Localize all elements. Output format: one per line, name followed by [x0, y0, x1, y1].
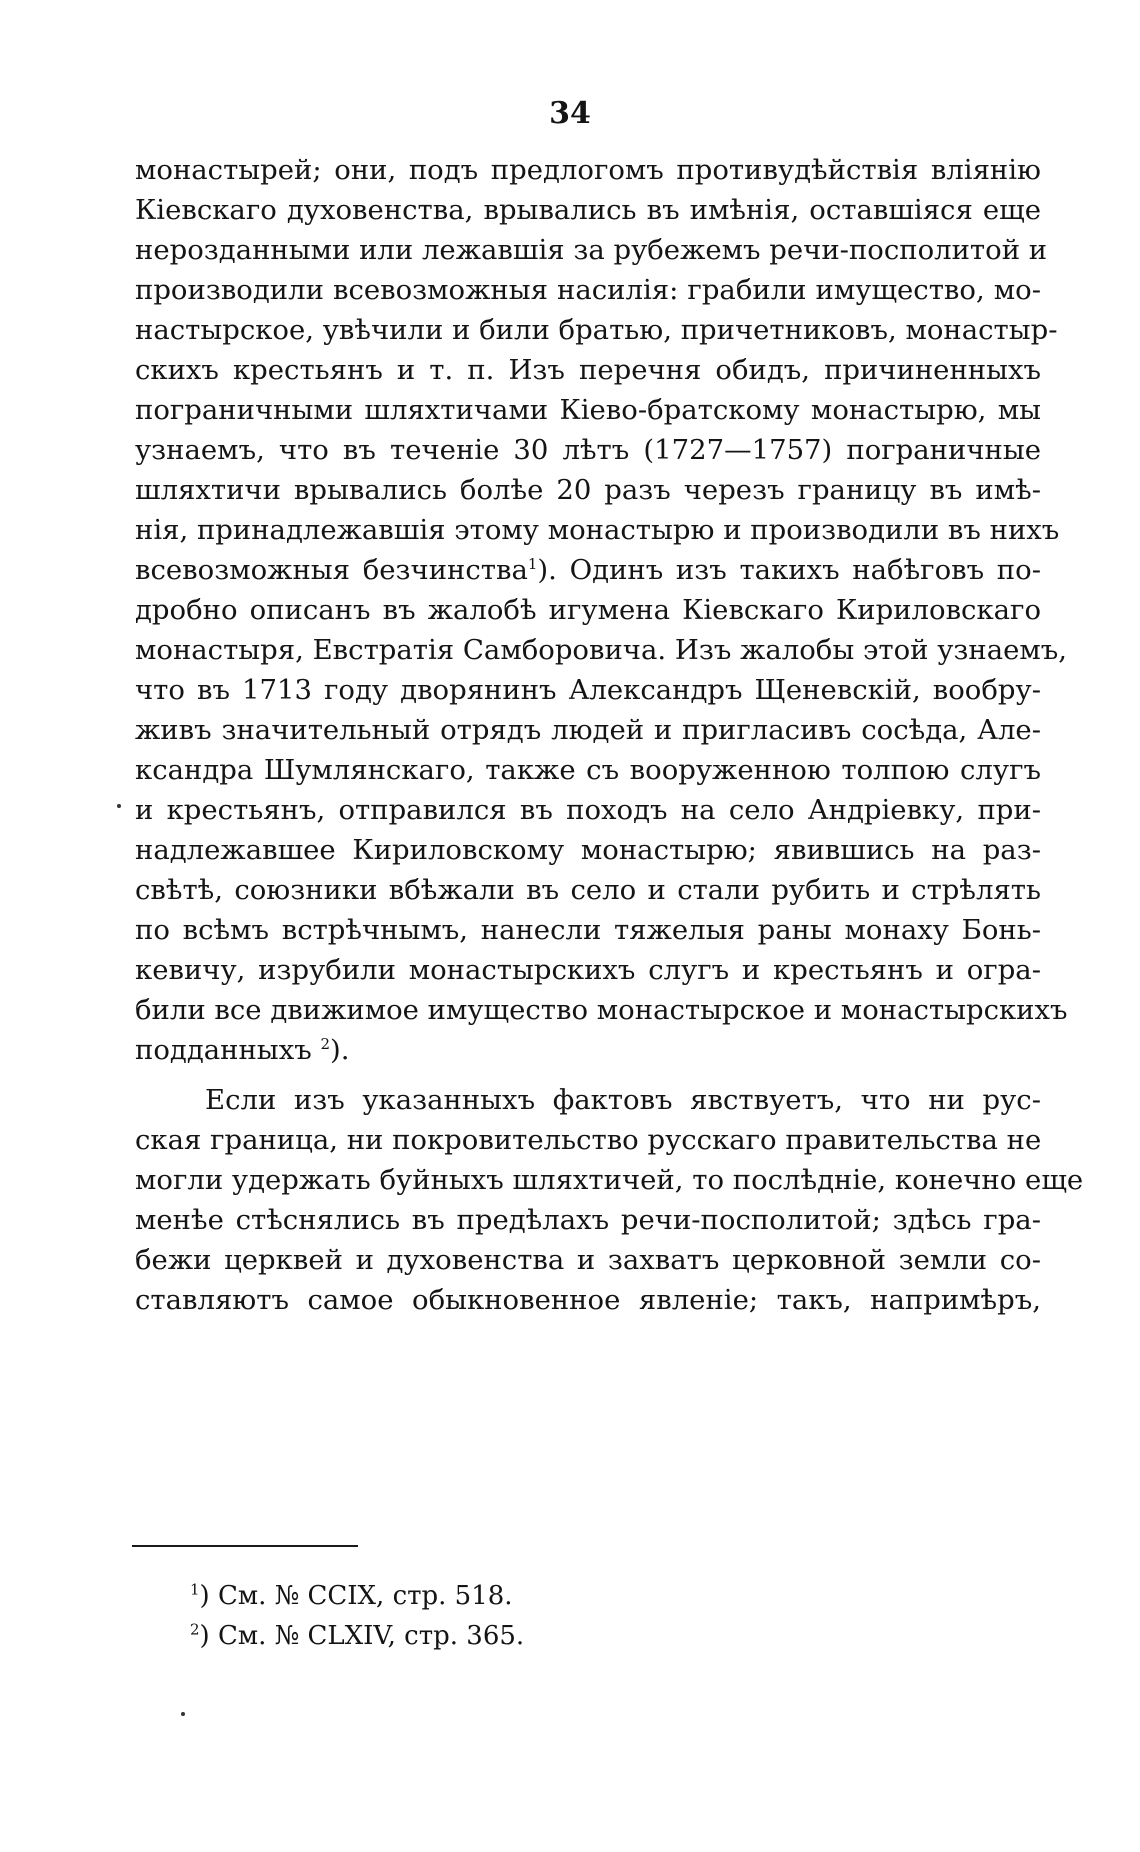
footnote-mark: 1 — [190, 1580, 200, 1599]
text-line: надлежавшее Кириловскому монастырю; явившись на раз- — [135, 834, 1041, 866]
text-line: бежи церквей и духовенства и захватъ церковной земли со- — [135, 1244, 1041, 1276]
text-line: и крестьянъ, отправился въ походъ на село Андріевку, при- — [135, 794, 1041, 826]
text-line: кевичу, изрубили монастырскихъ слугъ и крестьянъ и огра- — [135, 954, 1041, 986]
text-line-with-note — [135, 1028, 1041, 1072]
footnote-ref-1: 1 — [527, 554, 538, 573]
page-number: 34 — [549, 96, 591, 131]
footnote-text: ) См. № CCIX, стр. 518. — [199, 1581, 513, 1611]
text-line: ставляютъ самое обыкновенное явленіе; такъ, напримѣръ, — [135, 1284, 1041, 1316]
text-line: ксандра Шумлянскаго, также съ вооруженною толпою слугъ — [135, 754, 1041, 786]
text-line: живъ значительный отрядъ людей и пригласивъ сосѣда, Але- — [135, 714, 1041, 746]
footnote-divider — [132, 1545, 358, 1547]
text-line: монастырей; они, подъ предлогомъ противудѣйствія вліянію — [135, 154, 1041, 186]
text-line-with-note — [135, 548, 1041, 592]
text-line: свѣтѣ, союзники вбѣжали въ село и стали рубить и стрѣлять — [135, 874, 1041, 906]
footnote-text: ) См. № CLXIV, стр. 365. — [199, 1621, 525, 1651]
footnote-mark: 2 — [190, 1620, 200, 1639]
footnote-2 — [190, 1616, 524, 1656]
text-line: настырское, увѣчили и били братью, причетниковъ, монастыр- — [135, 314, 1058, 346]
line-text: всевозможныя безчинства — [135, 554, 528, 586]
text-line: нерозданными или лежавшія за рубежемъ речи-посполитой и — [135, 234, 1048, 266]
text-line: могли удержать буйныхъ шляхтичей, то послѣдніе, конечно еще — [135, 1164, 1084, 1196]
line-text: подданныхъ — [135, 1034, 312, 1066]
text-line: производили всевозможныя насилія: грабили имущество, мо- — [135, 274, 1041, 306]
text-line: узнаемъ, что въ теченіе 30 лѣтъ (1727—1757) пограничные — [135, 434, 1041, 466]
print-speck — [181, 1712, 185, 1716]
text-line: били все движимое имущество монастырское и монастырскихъ — [135, 994, 1068, 1026]
text-line: нія, принадлежавшія этому монастырю и производили въ нихъ — [135, 514, 1060, 546]
print-speck — [117, 804, 121, 808]
line-text-continued: ). Одинъ изъ такихъ набѣговъ по- — [537, 554, 1041, 586]
text-line: скихъ крестьянъ и т. п. Изъ перечня обидъ, причиненныхъ — [135, 354, 1041, 386]
line-text-continued: ). — [330, 1034, 350, 1066]
paragraph-first-line: Если изъ указанныхъ фактовъ явствуетъ, что ни рус- — [205, 1084, 1041, 1116]
text-line: Кіевскаго духовенства, врывались въ имѣнія, оставшіяся еще — [135, 194, 1041, 226]
footnote-1 — [190, 1576, 513, 1616]
footnote-ref-2: 2 — [320, 1034, 330, 1053]
text-line: по всѣмъ встрѣчнымъ, нанесли тяжелыя раны монаху Бонь- — [135, 914, 1041, 946]
text-line: что въ 1713 году дворянинъ Александръ Щеневскій, вообру- — [135, 674, 1041, 706]
text-line: шляхтичи врывались болѣе 20 разъ черезъ границу въ имѣ- — [135, 474, 1041, 506]
text-line: пограничными шляхтичами Кіево-братскому монастырю, мы — [135, 394, 1041, 426]
text-line: монастыря, Евстратія Самборовича. Изъ жалобы этой узнаемъ, — [135, 634, 1068, 666]
text-line: дробно описанъ въ жалобѣ игумена Кіевскаго Кириловскаго — [135, 594, 1041, 626]
text-line: ская граница, ни покровительство русскаго правительства не — [135, 1124, 1042, 1156]
text-line: менѣе стѣснялись въ предѣлахъ речи-посполитой; здѣсь гра- — [135, 1204, 1041, 1236]
